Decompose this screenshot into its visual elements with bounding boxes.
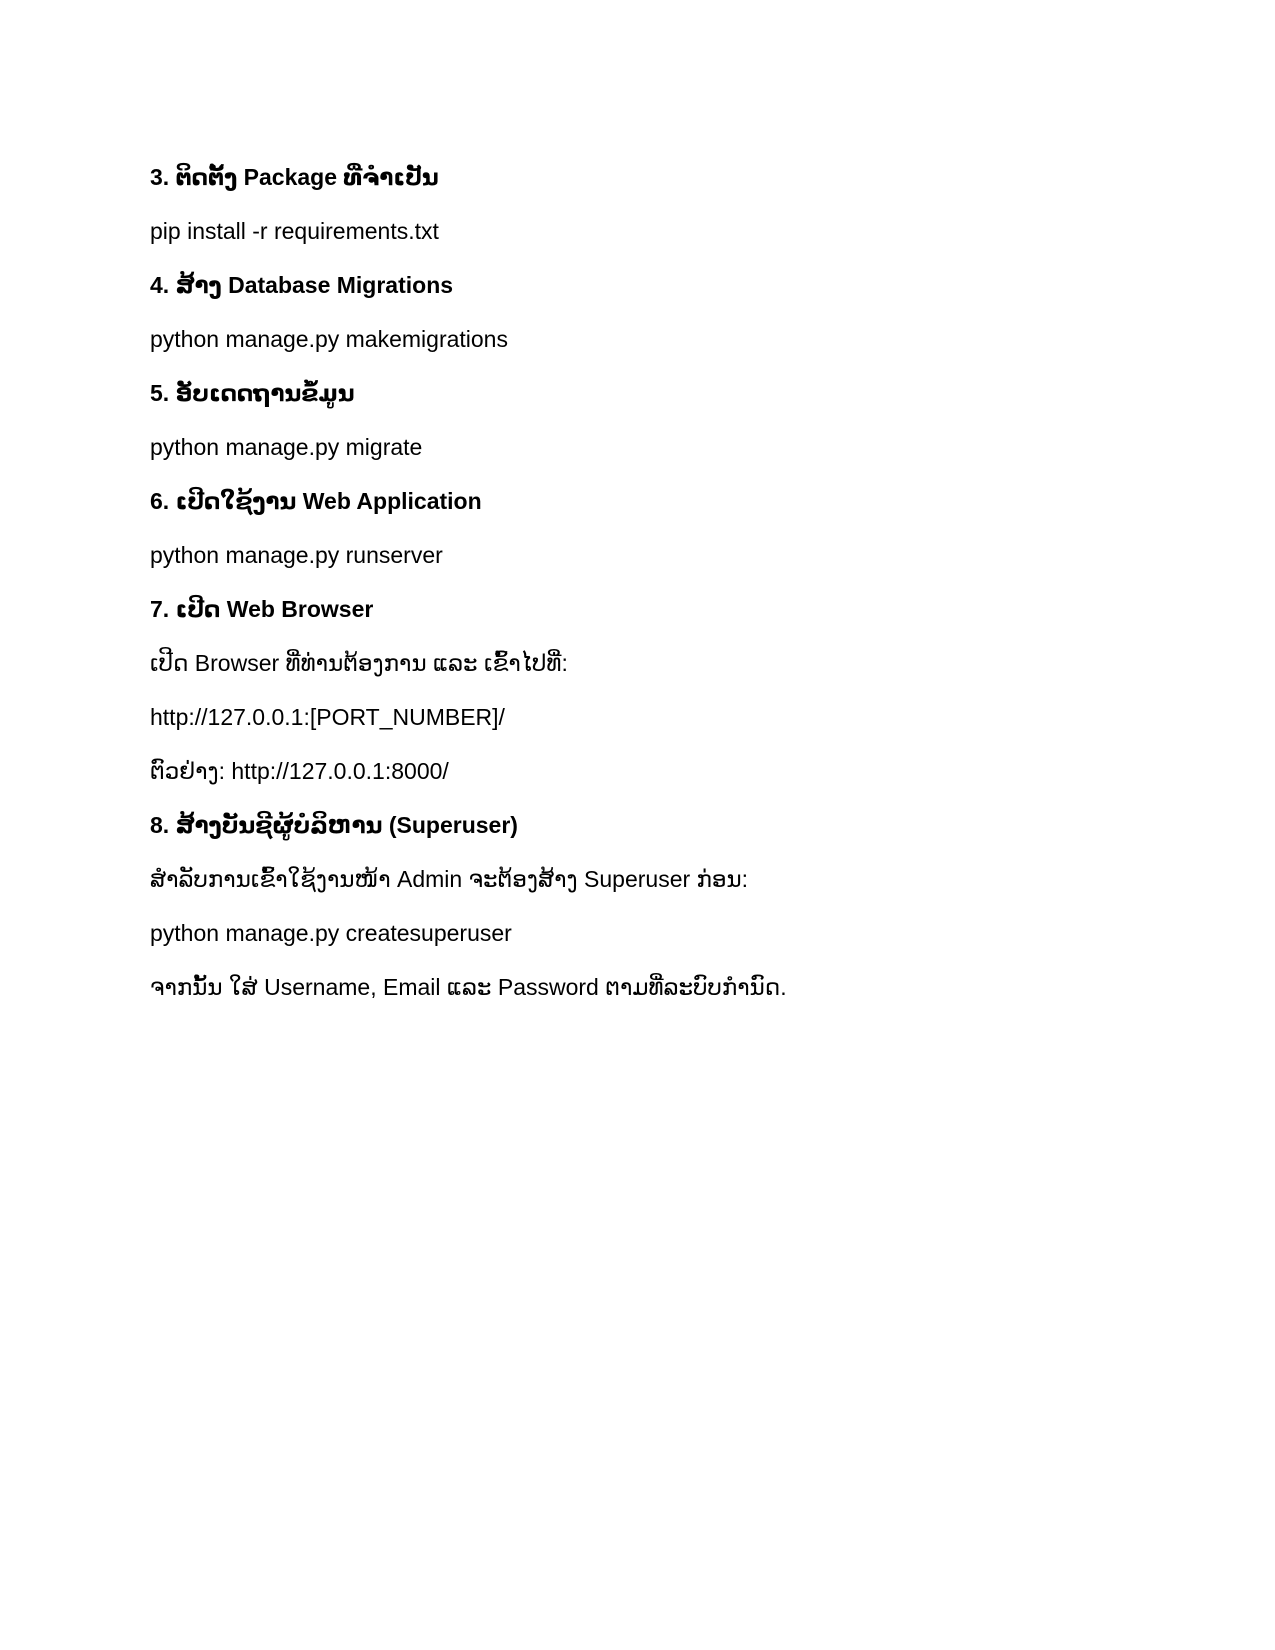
step-6-heading: 6. ເປີດໃຊ້ງານ Web Application: [150, 488, 482, 514]
step-6-command: python manage.py runserver: [150, 542, 443, 568]
step-7-instruction: ເປີດ Browser ທີ່ທ່ານຕ້ອງການ ແລະ ເຂົ້າໄປທີ່:: [150, 650, 568, 676]
step-8-command: python manage.py createsuperuser: [150, 920, 512, 946]
step-5-command: python manage.py migrate: [150, 434, 423, 460]
step-8-followup: ຈາກນັ້ນ ໃສ່ Username, Email ແລະ Password ຕາມທີ່ລະບົບກໍານົດ.: [150, 974, 787, 1000]
step-7-example-url: ຕົວຢ່າງ: http://127.0.0.1:8000/: [150, 758, 449, 784]
document-body: [150, 150, 1150, 1014]
step-7-heading: 7. ເປີດ Web Browser: [150, 596, 374, 622]
step-5-heading: 5. ອັບເດດຖານຂໍ້ມູນ: [150, 380, 355, 406]
step-8-instruction: ສໍາລັບການເຂົ້າໃຊ້ງານໜ້າ Admin ຈະຕ້ອງສ້າງ Superuser ກ່ອນ:: [150, 866, 749, 892]
step-3-heading: 3. ຕິດຕັ້ງ Package ທີ່ຈໍາເປັນ: [150, 164, 439, 190]
step-4-command: python manage.py makemigrations: [150, 326, 508, 352]
step-3-command: pip install -r requirements.txt: [150, 218, 439, 244]
step-8-heading: 8. ສ້າງບັນຊີຜູ້ບໍລິຫານ (Superuser): [150, 812, 518, 838]
step-7-url: http://127.0.0.1:[PORT_NUMBER]/: [150, 704, 505, 730]
step-4-heading: 4. ສ້າງ Database Migrations: [150, 272, 454, 298]
